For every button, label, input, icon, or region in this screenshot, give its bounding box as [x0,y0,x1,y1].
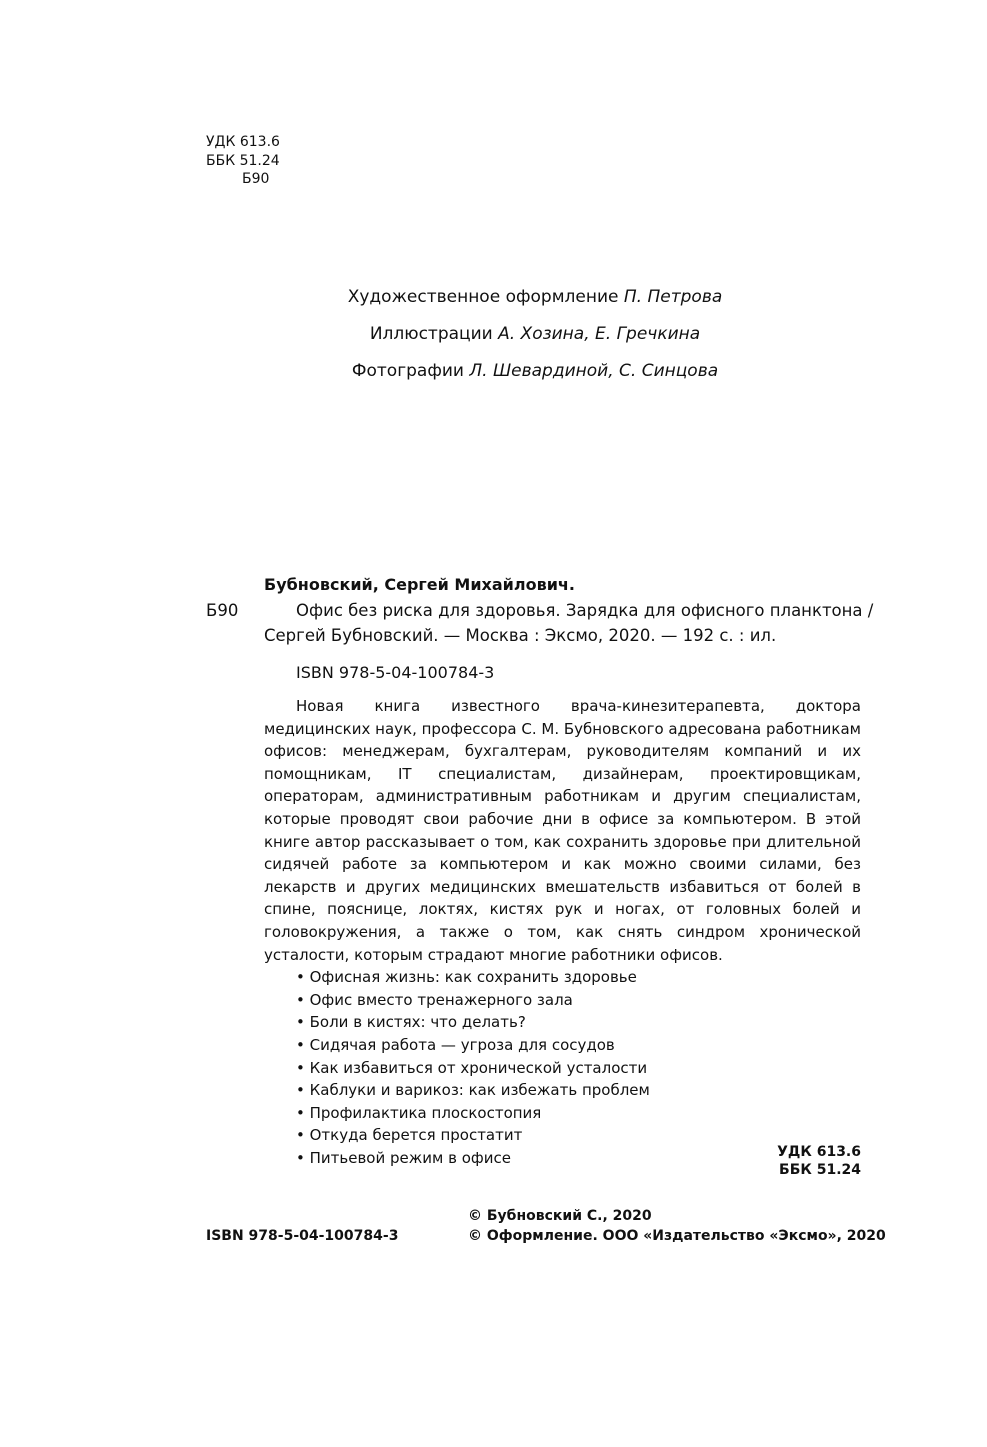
title-line-1: Офис без риска для здоровья. Зарядка для офисного планктона / [296,601,874,620]
copyright-author: © Бубновский С., 2020 [468,1208,652,1224]
contents-list [264,966,861,1169]
credit-illustrations [0,324,987,344]
list-item: • Офис вместо тренажерного зала [296,989,861,1012]
credit-photos [0,361,987,381]
bbk-code: ББК 51.24 [206,152,280,169]
list-item: • Боли в кистях: что делать? [296,1011,861,1034]
credit-role: Иллюстрации [369,324,493,344]
footer-isbn: ISBN 978-5-04-100784-3 [206,1228,399,1244]
annotation [264,695,861,1169]
list-item: • Как избавиться от хронической усталости [296,1057,861,1080]
title-line-2: Сергей Бубновский. — Москва : Эксмо, 2020. — 192 с. : ил. [264,626,777,645]
credit-role: Фотографии [351,361,464,381]
list-item: • Сидячая работа — угроза для сосудов [296,1034,861,1057]
bottom-classification-codes [777,1143,861,1179]
list-item: • Питьевой режим в офисе [296,1147,861,1170]
bbk-code-bottom: ББК 51.24 [779,1162,861,1178]
credit-design [0,287,987,307]
credit-names: Л. Шевардиной, С. Синцова [469,361,719,381]
author-mark: Б90 [242,171,270,187]
udk-code: УДК 613.6 [206,134,280,150]
credit-names: А. Хозина, Е. Гречкина [498,324,701,344]
credit-names: П. Петрова [623,287,723,307]
copyright-block [468,1207,886,1245]
udk-code-bottom: УДК 613.6 [777,1144,861,1160]
credit-role: Художественное оформление [347,287,619,307]
list-item: • Профилактика плоскостопия [296,1102,861,1125]
list-item: • Каблуки и варикоз: как избежать проблем [296,1079,861,1102]
bibliographic-author-mark: Б90 [206,601,239,620]
annotation-text: Новая книга известного врача-кинезитерапевта, доктора медицинских наук, профессора С. М. Бубновского адресована работникам офисов: менеджерам, бухгалтерам, руководителям компаний и их помощникам, IT специалистам, дизайнерам, проектировщикам, операторам, административным работникам и другим специалистам, которые проводят свои рабочие дни в офисе за компьютером. В этой книге автор рассказывает о том, как сохранить здоровье при длительной сидячей работе за компьютером и как можно своими силами, без лекарств и других медицинских вмешательств избавиться от болей в спине, пояснице, локтях, кистях рук и ногах, от головных болей и головокружения, а также о том, как снять синдром хронической усталости, которым страдают многие работники офисов. [264,697,861,964]
list-item: • Откуда берется простатит [296,1124,861,1147]
list-item: • Офисная жизнь: как сохранить здоровье [296,966,861,989]
isbn-record: ISBN 978-5-04-100784-3 [296,663,495,682]
top-classification-codes [206,133,280,189]
author-heading: Бубновский, Сергей Михайлович. [264,575,575,594]
copyright-design: © Оформление. ООО «Издательство «Эксмо», 2020 [468,1228,886,1244]
